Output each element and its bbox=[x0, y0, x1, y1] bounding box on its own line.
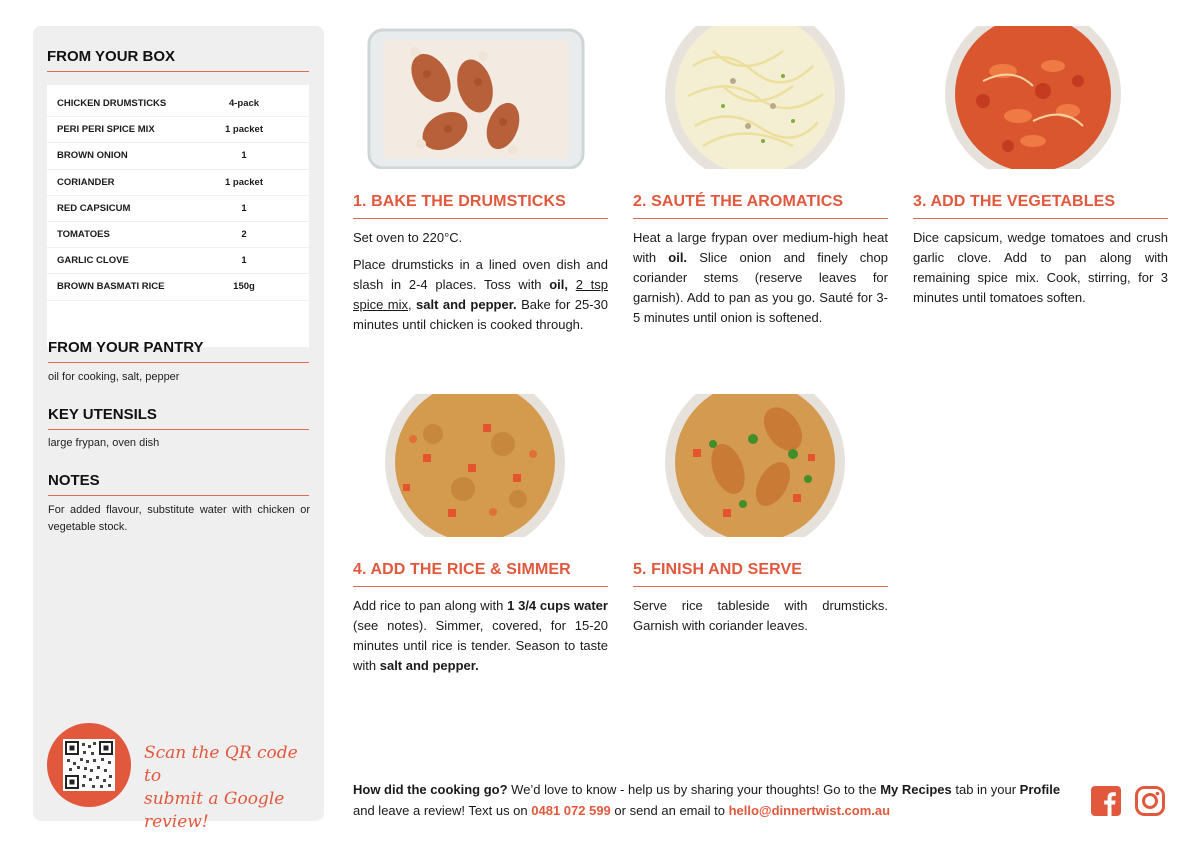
ingredient-name: CHICKEN DRUMSTICKS bbox=[57, 98, 167, 110]
notes-heading: NOTES bbox=[48, 472, 309, 496]
utensils-text: large frypan, oven dish bbox=[48, 437, 160, 449]
pantry-heading: FROM YOUR PANTRY bbox=[48, 339, 309, 363]
step-2-text-1 bbox=[633, 228, 888, 328]
text: Add rice to pan along with bbox=[353, 598, 508, 613]
step-3 bbox=[913, 26, 1168, 346]
step-3-body bbox=[913, 228, 1168, 315]
step-1-body bbox=[353, 228, 608, 342]
text: We’d love to know - help us by sharing your thoughts! Go to the bbox=[507, 782, 881, 797]
ingredient-qty: 150g bbox=[233, 281, 255, 293]
qr-code-icon[interactable] bbox=[63, 739, 115, 791]
text-bold: 1 3/4 cups water bbox=[507, 598, 608, 613]
text: (see notes). Simmer, covered, for 15-20 minutes until rice is tender. Season to taste with bbox=[353, 618, 608, 673]
step-4-body bbox=[353, 596, 608, 683]
footer-question: How did the cooking go? bbox=[353, 782, 508, 797]
text-underline: 2 tsp spice mix bbox=[353, 277, 608, 312]
profile-label: Profile bbox=[1019, 782, 1061, 797]
phone-link[interactable]: 0481 072 599 bbox=[531, 803, 611, 818]
ingredient-qty: 1 packet bbox=[224, 124, 264, 136]
feedback-footer bbox=[353, 779, 1073, 821]
step-1-photo bbox=[353, 26, 608, 169]
step-2-photo bbox=[633, 26, 888, 169]
text-bold: oil, bbox=[549, 277, 569, 292]
ingredient-qty: 1 bbox=[241, 150, 247, 162]
my-recipes-label: My Recipes bbox=[880, 782, 952, 797]
step-1 bbox=[353, 26, 608, 346]
qr-caption-line2: submit a Google review! bbox=[144, 789, 285, 832]
text: , bbox=[408, 297, 417, 312]
ingredient-name: GARLIC CLOVE bbox=[57, 255, 129, 267]
ingredient-qty: 1 bbox=[241, 202, 247, 214]
ingredient-qty: 2 bbox=[241, 229, 247, 241]
text: tab in your bbox=[951, 782, 1020, 797]
ingredient-qty: 4-pack bbox=[228, 98, 260, 110]
step-4-photo bbox=[353, 394, 608, 537]
ingredient-row bbox=[47, 117, 309, 143]
ingredient-name: RED CAPSICUM bbox=[57, 202, 131, 214]
ingredient-qty: 1 packet bbox=[224, 176, 264, 188]
ingredient-name: BROWN BASMATI RICE bbox=[57, 281, 165, 293]
notes-text: For added flavour, substitute water with chicken or vegetable stock. bbox=[48, 504, 310, 533]
ingredient-name: TOMATOES bbox=[57, 229, 110, 241]
step-5 bbox=[633, 394, 888, 694]
from-your-box-heading: FROM YOUR BOX bbox=[47, 48, 309, 72]
step-3-text-1: Dice capsicum, wedge tomatoes and crush garlic clove. Add to pan along with remaining spice mix. Cook, stirring, for 3 minutes until tomatoes soften. bbox=[913, 230, 1168, 305]
ingredients-table bbox=[47, 85, 309, 347]
ingredient-row bbox=[47, 274, 309, 300]
step-5-body bbox=[633, 596, 888, 643]
step-3-title: 3. ADD THE VEGETABLES bbox=[913, 193, 1168, 219]
text bbox=[568, 277, 576, 292]
step-1-text-2 bbox=[353, 255, 608, 335]
step-4-title: 4. ADD THE RICE & SIMMER bbox=[353, 561, 608, 587]
text-bold: oil. bbox=[668, 250, 688, 265]
step-2-body bbox=[633, 228, 888, 335]
ingredient-name: PERI PERI SPICE MIX bbox=[57, 124, 155, 136]
email-link[interactable]: hello@dinnertwist.com.au bbox=[728, 803, 891, 818]
text: and leave a review! Text us on bbox=[353, 803, 532, 818]
step-1-text-1: Set oven to 220°C. bbox=[353, 230, 463, 245]
step-4-text-1 bbox=[353, 596, 608, 676]
ingredient-name: CORIANDER bbox=[57, 176, 115, 188]
instagram-icon[interactable] bbox=[1134, 785, 1166, 817]
step-5-text-1: Serve rice tableside with drumsticks. Garnish with coriander leaves. bbox=[633, 598, 888, 633]
step-2 bbox=[633, 26, 888, 346]
step-4 bbox=[353, 394, 608, 694]
qr-caption-line1: Scan the QR code to bbox=[144, 743, 298, 786]
ingredient-name: BROWN ONION bbox=[57, 150, 128, 162]
text: Slice onion and finely chop coriander stems (reserve leaves for garnish). Add to pan as you go. Sauté for 3-5 minutes until onion is softened. bbox=[633, 250, 888, 325]
text-bold: salt and pepper. bbox=[416, 297, 517, 312]
utensils-heading: KEY UTENSILS bbox=[48, 406, 309, 430]
qr-review-caption bbox=[144, 742, 314, 834]
ingredient-qty: 1 bbox=[241, 255, 247, 267]
text: Bake for 25-30 minutes until chicken is cooked through. bbox=[353, 297, 608, 332]
step-5-title: 5. FINISH AND SERVE bbox=[633, 561, 888, 587]
facebook-icon[interactable] bbox=[1090, 785, 1122, 817]
ingredient-row bbox=[47, 248, 309, 274]
text-bold: salt and pepper. bbox=[379, 658, 479, 673]
text: Place drumsticks in a lined oven dish and slash in 2-4 places. Toss with bbox=[353, 257, 608, 292]
step-5-photo bbox=[633, 394, 888, 537]
ingredient-row bbox=[47, 170, 309, 196]
ingredient-row bbox=[47, 143, 309, 169]
ingredient-row bbox=[47, 91, 309, 117]
qr-badge[interactable] bbox=[47, 723, 131, 807]
step-3-photo bbox=[913, 26, 1168, 169]
text: or send an email to bbox=[610, 803, 729, 818]
text: Heat a large frypan over medium-high heat with bbox=[633, 230, 888, 265]
sidebar bbox=[33, 26, 324, 832]
step-1-title: 1. BAKE THE DRUMSTICKS bbox=[353, 193, 608, 219]
ingredient-row bbox=[47, 196, 309, 222]
step-2-title: 2. SAUTÉ THE AROMATICS bbox=[633, 193, 888, 219]
ingredient-row bbox=[47, 222, 309, 248]
pantry-text: oil for cooking, salt, pepper bbox=[48, 371, 180, 383]
